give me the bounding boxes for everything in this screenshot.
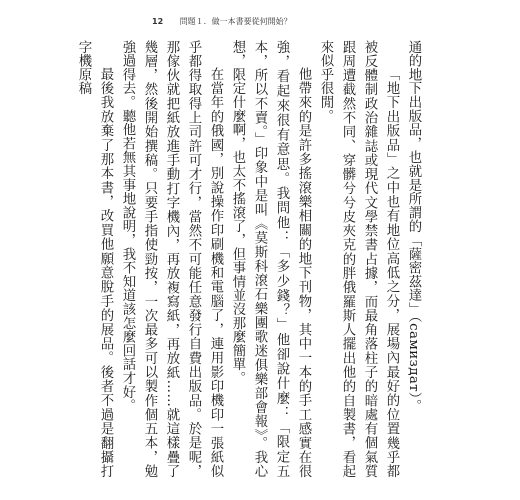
page-number: 12: [152, 17, 164, 26]
paragraph: 「地下出版品」之中也有地位高低之分，展場內最好的位置幾乎都被反體制政治雜誌或現代文學禁書占據，而最角落柱子的暗處有個氣質跟周遭截然不同、穿髒兮兮皮夾克的胖俄羅斯人擺出他的自製書，看起來似乎很閒。: [318, 40, 399, 478]
vertical-body-text: [72, 40, 424, 478]
running-header: [152, 16, 292, 27]
paragraph: 在當年的俄國，別說操作印刷機和電腦了，連用影印機印一張紙似乎都得取得上司許可才行，當然不可能任意發行自費出版品。於是呢，那傢伙就把紙放進手動打字機內，再放複寫紙，再放紙……就這樣疊了幾層，然後開始撰稿。只要手指使勁按，一次最多可以製作個五本，勉強過得去。聽他若無其事地說明，我不知道該怎麼回話才好。: [120, 40, 223, 478]
chapter-title: 問題１．做一本書要從何開始？: [179, 17, 292, 26]
paragraph: 他帶來的是許多搖滾樂相關的地下刊物，其中一本的手工感實在很強，看起來很有意思。我問他：「多少錢？」他卻說什麼：「限定五本，所以不賣。」印象中是叫《莫斯科滾石樂團歌迷俱樂部會報》。我心想，限定什麼啊，也太不搖滾了，但事情並沒那麼簡單。: [230, 40, 311, 478]
paragraph-continued: 通的地下出版品，也就是所謂的「薩密茲達」（самиздат）。: [406, 40, 421, 413]
paragraph: 最後我放棄了那本書，改買他願意脫手的展品。後者不過是翻攝打字機原稿: [76, 40, 113, 478]
